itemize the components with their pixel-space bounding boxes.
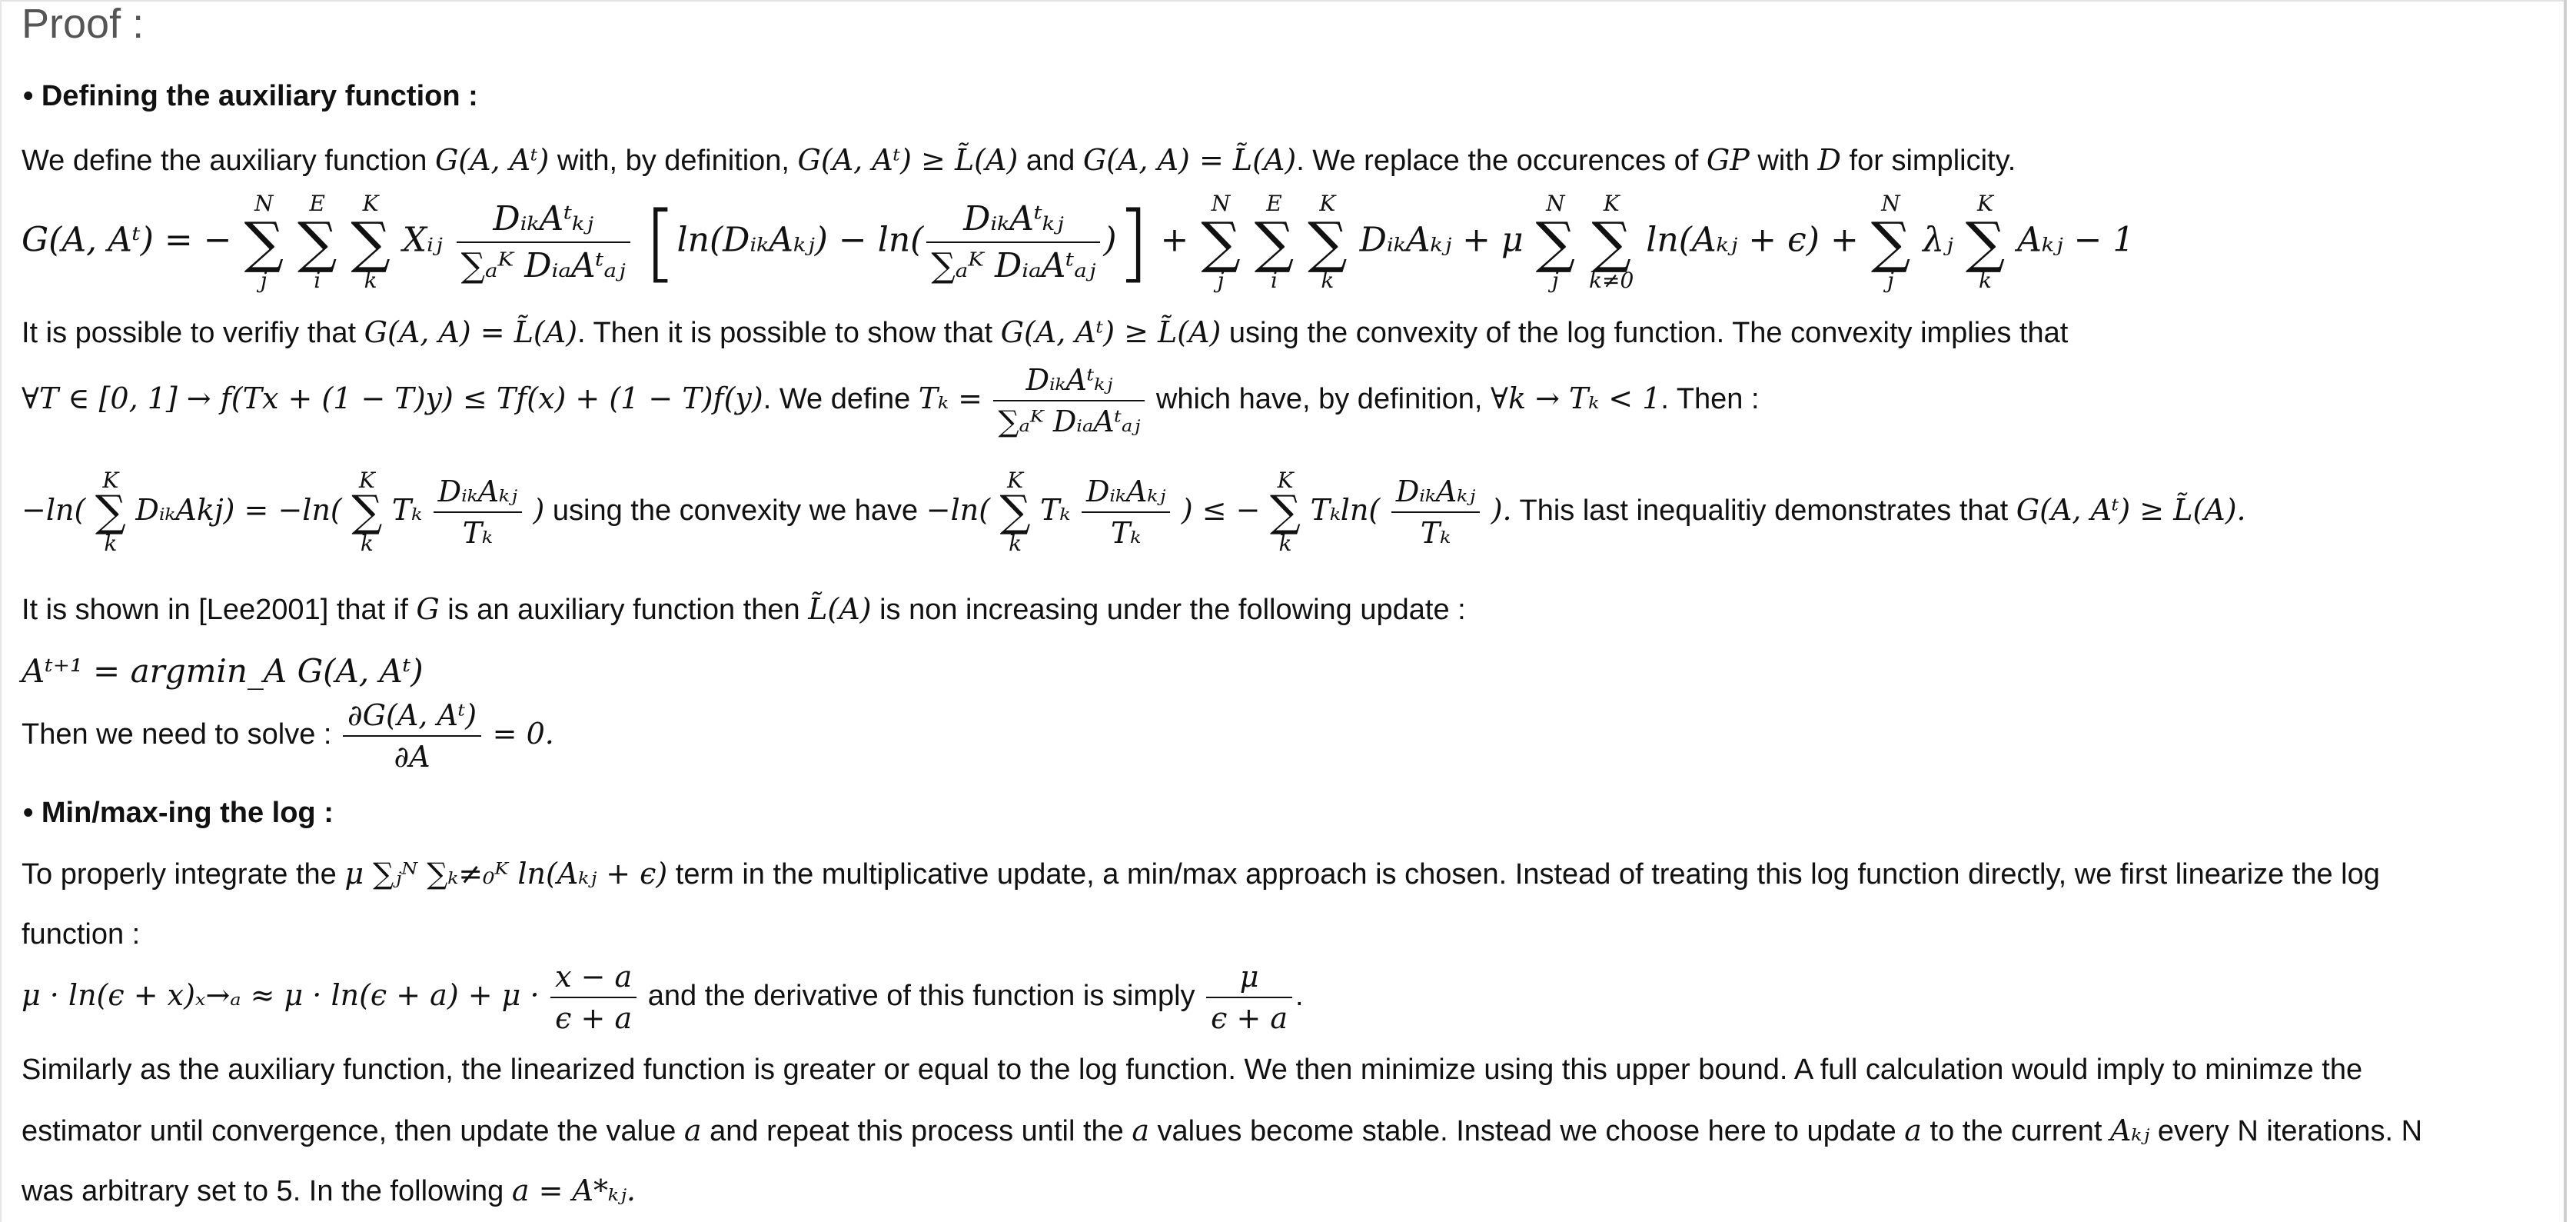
equation-auxiliary: G(A, Aᵗ) = − N ∑ j E ∑ i K ∑ k Xᵢⱼ $\frac{\text{DᵢₖAᵗₖⱼ}}{\text{∑ₐᴷ DᵢₐAᵗₐⱼ}}$ [ln(DᵢₖAₖⱼ) − ln( $\frac{\text{DᵢₖAᵗₖⱼ}}{\text{∑ₐᴷ DᵢₐAᵗₐⱼ}}$ )] + N ∑ j E ∑ i K ∑ k DᵢₖAₖⱼ + μ N ∑ j K ∑ k≠0 ln(Aₖⱼ + ϵ) + N ∑ j λⱼ K ∑ k Aₖⱼ − 1 <box>22 191 2135 293</box>
paragraph-solve: Then we need to solve : $\frac{\text{∂G(A, Aᵗ)}}{\partial A}$ = 0. <box>22 698 554 774</box>
paragraph-verify: It is possible to verifiy that G(A, A) = L̃(A). Then it is possible to show that G(A, Aᵗ) ≥ L̃(A) using the convexity of the log function. The convexity implies that <box>22 315 2069 349</box>
top-border <box>0 0 2564 2</box>
sum-n: N ∑ j <box>244 191 284 293</box>
sum-k: K ∑ k <box>351 191 391 293</box>
section-heading-auxiliary: • Defining the auxiliary function : <box>23 80 478 112</box>
paragraph-intro: We define the auxiliary function G(A, Aᵗ) with, by definition, G(A, Aᵗ) ≥ L̃(A) and G(A, A) = L̃(A). We replace the occurences of GP with D for simplicity. <box>22 143 2016 177</box>
scrollbar[interactable] <box>2564 0 2576 1222</box>
paragraph-integrate: To properly integrate the μ ∑ⱼᴺ ∑ₖ≠₀ᴷ ln(Aₖⱼ + ϵ) term in the multiplicative update, a min/max approach is chosen. Instead of treating this log function directly, we first linearize the log <box>22 857 2380 891</box>
fraction-weight: $\frac{\text{DᵢₖAᵗₖⱼ}}{\text{∑ₐᴷ DᵢₐAᵗₐⱼ}}$ <box>457 199 630 285</box>
equation-update: Aᵗ⁺¹ = argmin_A G(A, Aᵗ) <box>22 652 424 690</box>
paragraph-convexity: ∀T ∈ [0, 1] → f(Tx + (1 − T)y) ≤ Tf(x) + (1 − T)f(y). We define Tₖ = $\frac{\text{DᵢₖAᵗₖⱼ}}{\text{∑ₐᴷ DᵢₐAᵗₐⱼ}}$ which have, by definition, ∀k → Tₖ < 1. Then : <box>22 363 1760 438</box>
paragraph-lee2001: It is shown in [Lee2001] that if G is an auxiliary function then L̃(A) is non increasing under the following update : <box>22 592 1466 626</box>
paragraph-arbitrary: was arbitrary set to 5. In the following a = A*ₖⱼ. <box>22 1174 636 1207</box>
paragraph-linearize: μ · ln(ϵ + x)ₓ→ₐ ≈ μ · ln(ϵ + a) + μ · $\frac{x - a}{\epsilon + a}$ and the derivative of this function is simply $\frac{\mu}{\epsilon + a}$ . <box>22 960 1304 1035</box>
section-heading-minmax: • Min/max-ing the log : <box>23 797 334 829</box>
paragraph-estimator: estimator until convergence, then update the value a and repeat this process until the a values become stable. Instead we choose here to update a to the current Aₖⱼ every N iterations. N <box>22 1114 2423 1147</box>
page-title: Proof : <box>22 1 145 47</box>
paragraph-similarly: Similarly as the auxiliary function, the linearized function is greater or equal to the log function. We then minimize using this upper bound. A full calculation would imply to minimze the <box>22 1054 2363 1086</box>
paragraph-inequality: −ln( K ∑ k DᵢₖAkj) = −ln( K ∑ k Tₖ $\frac{\text{DᵢₖAₖⱼ}}{\text{Tₖ}}$ ) using the convexity we have −ln( K ∑ k Tₖ $\frac{\text{DᵢₖAₖⱼ}}{\text{Tₖ}}$ ) ≤ − K ∑ k Tₖln( $\frac{\text{DᵢₖAₖⱼ}}{\text{Tₖ}}$ ). This last inequalitiy demonstrates that G(A, Aᵗ) ≥ L̃(A). <box>22 468 2246 556</box>
left-border <box>0 0 2 1222</box>
sum-e: E ∑ i <box>297 191 337 293</box>
paragraph-integrate-cont: function : <box>22 918 141 951</box>
